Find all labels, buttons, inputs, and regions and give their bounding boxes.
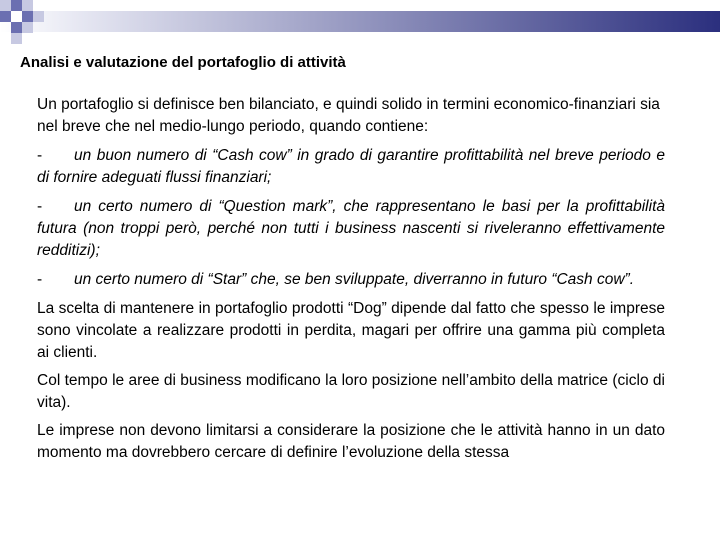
bullet-dash: - [37, 198, 43, 215]
bullet-text: un certo numero di “Question mark”, che rappresentano le basi per la profittabilità futura (non troppi però, perché non tutti i business nascenti si riveleranno effettivamente redditizi); [37, 198, 665, 259]
bullet-item-star [37, 269, 665, 291]
header-band [0, 11, 720, 32]
bullet-text: un certo numero di “Star” che, se ben sviluppate, diverranno in futuro “Cash cow”. [74, 271, 634, 288]
bullet-dash: - [37, 147, 43, 164]
bullet-text: un buon numero di “Cash cow” in grado di garantire profittabilità nel breve periodo e di fornire adeguati flussi finanziari; [37, 147, 665, 186]
header-decoration [0, 0, 720, 50]
paragraph-evolution: Le imprese non devono limitarsi a considerare la posizione che le attività hanno in un dato momento ma dovrebbero cercare di definire l’evoluzione della stessa [37, 422, 665, 461]
slide-body [37, 94, 665, 470]
intro-paragraph: Un portafoglio si definisce ben bilanciato, e quindi solido in termini economico-finanziari sia nel breve che nel medio-lungo periodo, quando contiene: [37, 96, 660, 135]
paragraph-life-cycle: Col tempo le aree di business modificano la loro posizione nell’ambito della matrice (ciclo di vita). [37, 372, 665, 411]
checker-squares [0, 0, 44, 44]
paragraph-dog: La scelta di mantenere in portafoglio prodotti “Dog” dipende dal fatto che spesso le imprese sono vincolate a realizzare prodotti in perdita, magari per offrire una gamma più completa ai clienti. [37, 300, 665, 361]
bullet-dash: - [37, 271, 43, 288]
slide-title: Analisi e valutazione del portafoglio di attività [20, 54, 346, 71]
bullet-item-cash-cow [37, 145, 665, 189]
bullet-item-question-mark [37, 196, 665, 262]
